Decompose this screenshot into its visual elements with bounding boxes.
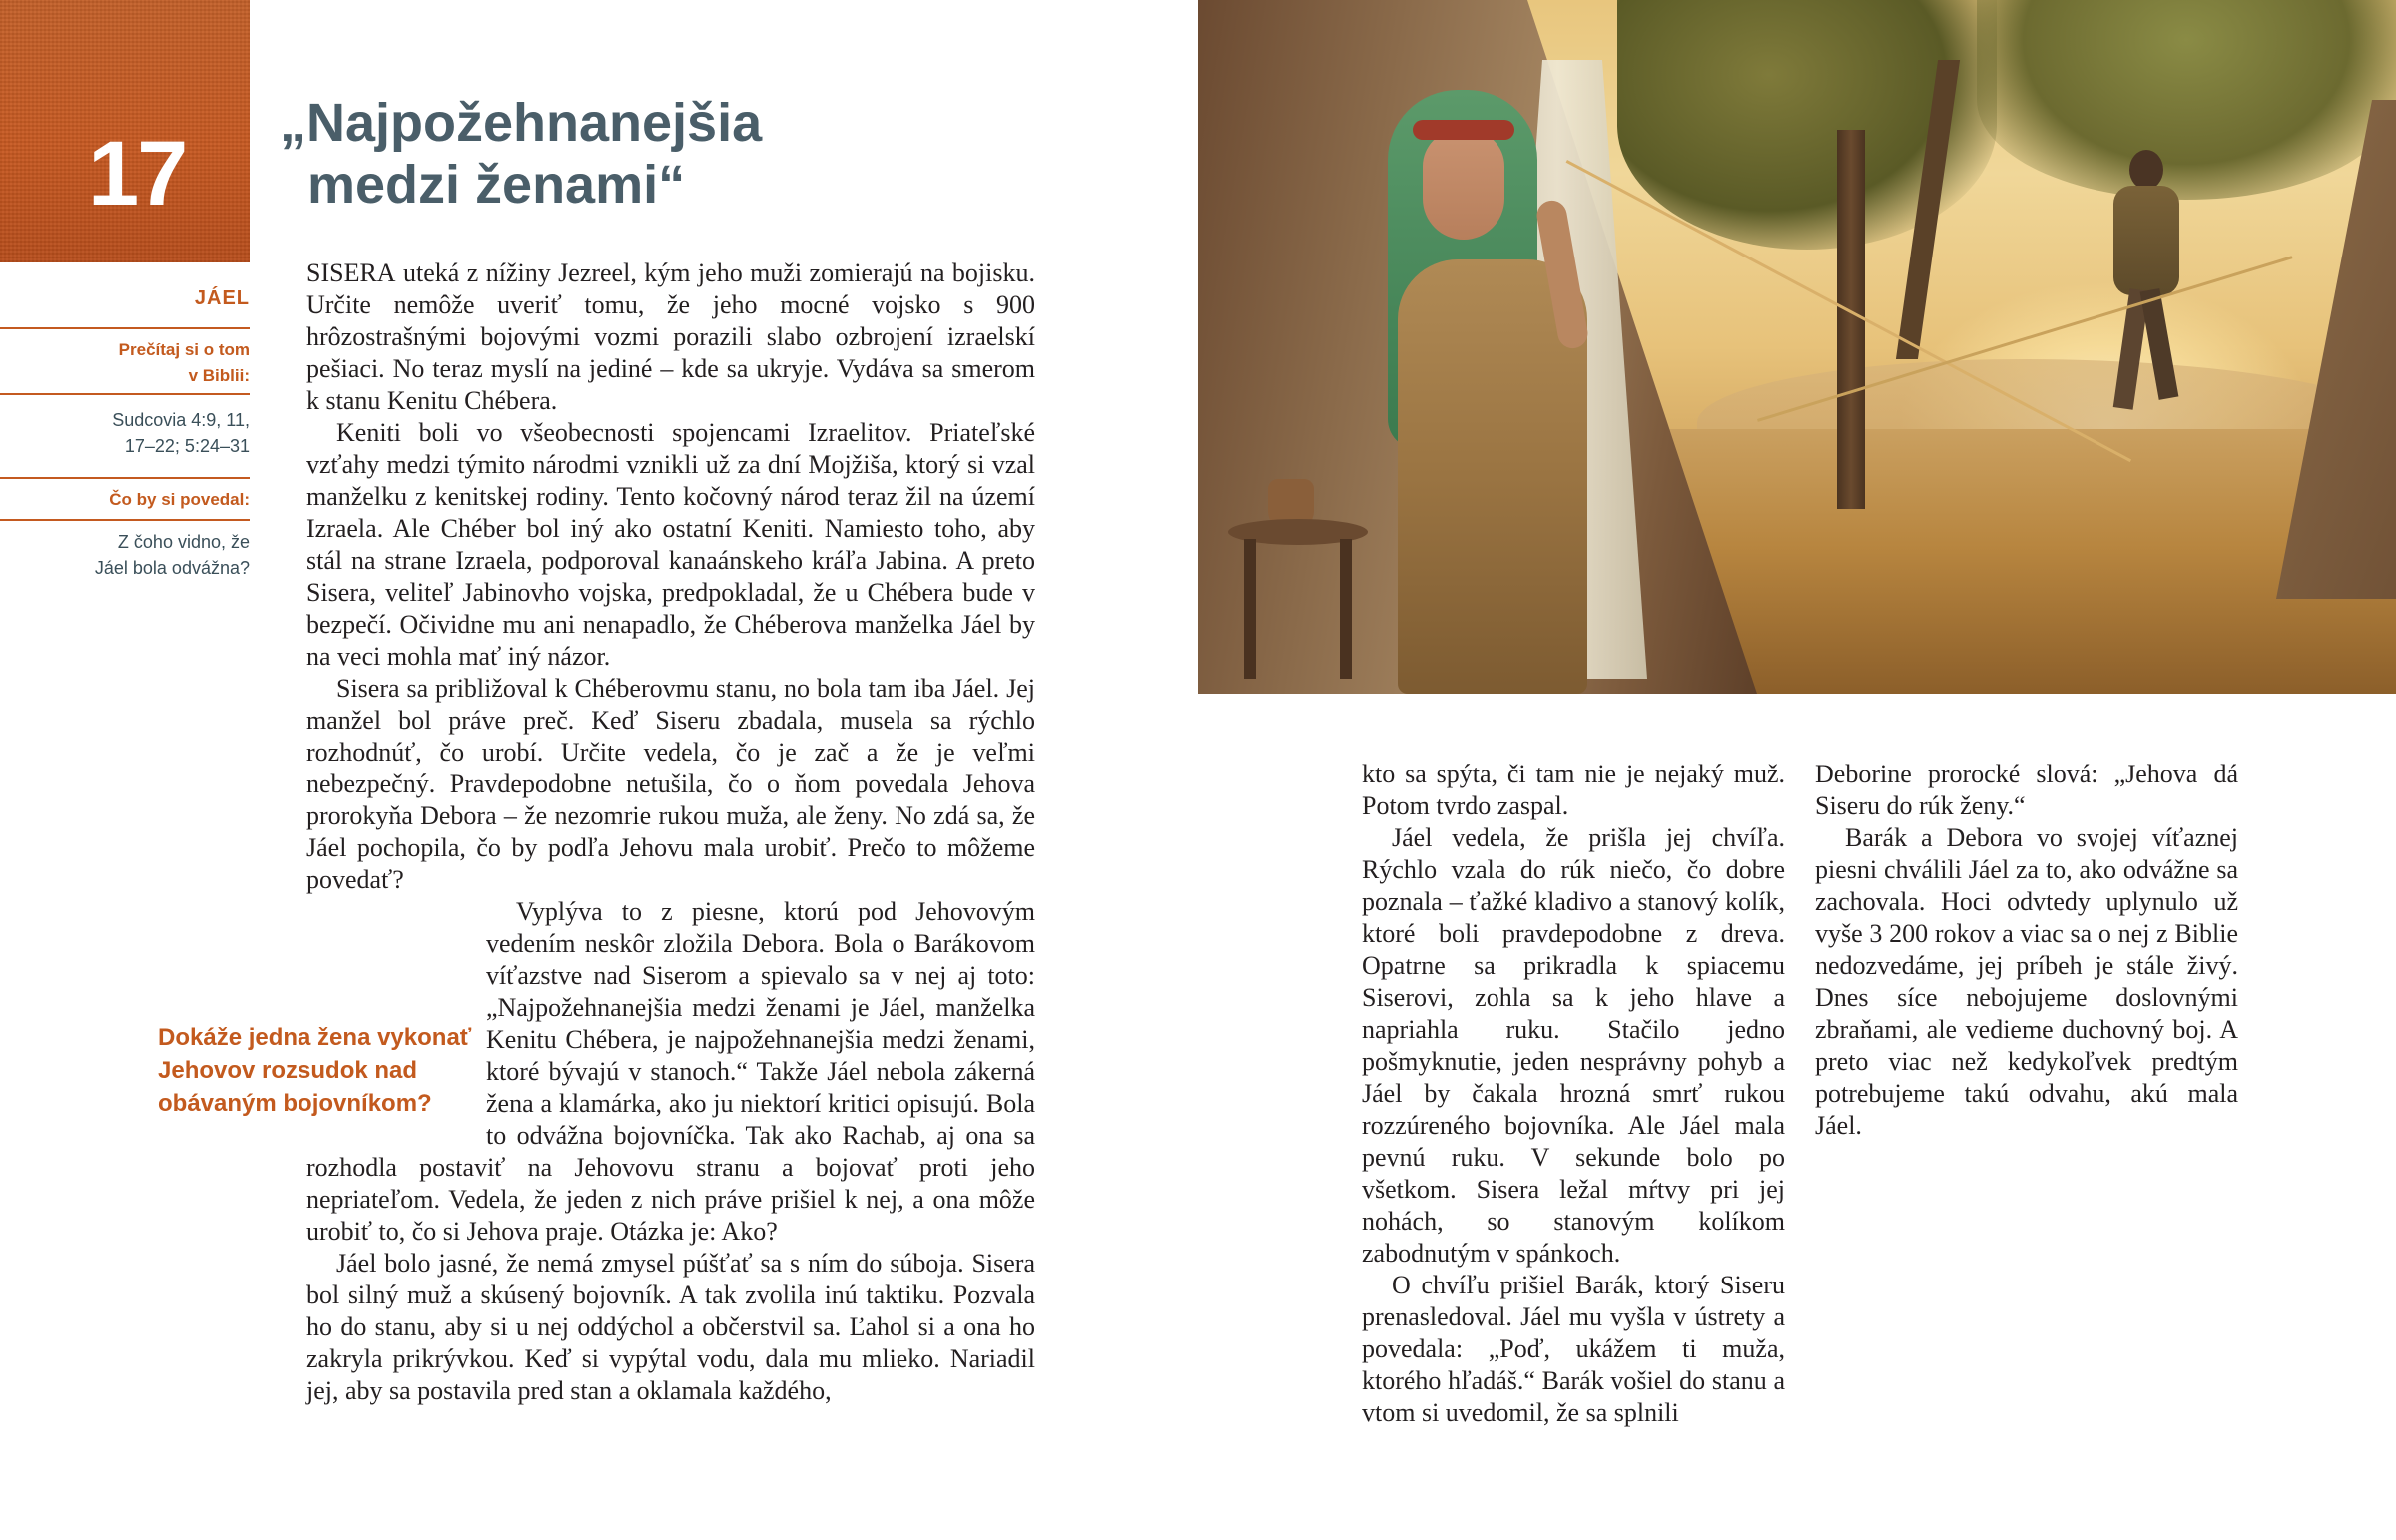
read-label-line-1: Prečítaj si o tom: [118, 340, 250, 359]
article-paragraph: Jáel vedela, že prišla jej chvíľa. Rýchlo vzala do rúk niečo, čo dobre poznala – ťažké kladivo a stanový kolík, ktoré boli pravdepodobne z dreva. Opatrne sa prikradla k spiacemu Siserovi, zohla sa k jeho hlave a napriahla ruku. Stačilo jedno pošmyknutie, jeden nesprávny pohyb a Jáel by čakala hrozná smrť rukou rozzúreného bojovníka. Ale Jáel mala pevnú ruku. V sekunde bolo po všetkom. Sisera ležal mŕtvy pri jej nohách, so stanovým kolíkom zabodnutým v spánkoch.: [1362, 823, 1785, 1268]
paragraph-text: Vyplýva to z piesne, ktorú pod Jehovovým vedením neskôr zložila Debora. Bola o Barákovom víťazstve nad Siserom a spievalo sa v nej aj toto: „Najpožehnanejšia medzi ženami je Jáel, manželka Kenitu Chébera, je najpožehnanejšia medzi ženami, ktoré bývajú v stanoch.“ Takže Jáel nebola zákerná žena a klamárka, ako ju niektorí kritici opisujú. Bola to odvážna bojovníčka. Tak ako Rachab, aj ona sa rozhodla postaviť na Jehovovu stranu a bojovať proti jeho nepriateľom. Vedela, že jeden z nich práve prišiel k nej, a ona môže urobiť to, čo si Jehova praje. Otázka je: Ako?: [306, 897, 1035, 1246]
drop-lead-word: SISERA: [306, 258, 396, 287]
title-line-1: „Najpožehnanejšia: [280, 93, 763, 153]
article-paragraph: Sisera sa približoval k Chéberovmu stanu, no bola tam iba Jáel. Jej manžel bol práve preč. Keď Siseru zbadala, musela sa rýchlo rozhodnúť, čo urobí. Určite vedela, čo je zač a že je veľmi nebezpečný. Pravdepodobne netušila, čo o ňom povedala Jehova prorokyňa Debora – že nezomrie rukou muža, ale ženy. No zdá sa, že Jáel pochopila, čo by podľa Jehovu mala urobiť. Prečo to môžeme povedať?: [306, 674, 1035, 894]
chapter-title: [280, 92, 762, 216]
article-column-2: [1362, 759, 1785, 1429]
jael-tent-illustration: [1198, 0, 2396, 694]
reference-line-1: Sudcovia 4:9, 11,: [112, 410, 250, 430]
paragraph-text: uteká z nížiny Jezreel, kým jeho muži zomierajú na bojisku. Určite nemôže uveriť tomu, že jeho mocné vojsko s 900 hrôzostrašnými bojovými vozmi porazili slabo ozbrojení izraelskí pešiaci. No teraz myslí na jediné – kde sa ukryje. Vydáva sa smerom k stanu Kenitu Chébera.: [306, 258, 1035, 415]
pull-quote-wrap-space: [306, 960, 486, 1150]
article-column-1: [306, 257, 1035, 1407]
article-paragraph: Deborine prorocké slová: „Jehova dá Siseru do rúk ženy.“: [1815, 760, 2238, 820]
article-paragraph: Keniti boli vo všeobecnosti spojencami Izraelitov. Priateľské vzťahy medzi týmito národmi vznikli už za dní Mojžiša, ktorý si vzal manželku z kenitskej rodiny. Tento kočovný národ teraz žil na území Izraela. Ale Chéber bol iný ako ostatní Keniti. Namiesto toho, aby stál na strane Izraela, podporoval kanaánskeho kráľa Jabina. A preto Sisera, veliteľ Jabinovho vojska, predpokladal, že u Chébera bude v bezpečí. Očividne mu ani nenapadlo, že Chéberova manželka Jáel by na veci mohla mať iný názor.: [306, 418, 1035, 671]
sisera-figure: [2101, 150, 2191, 409]
article-paragraph: Barák a Debora vo svojej víťaznej piesni chválili Jáel za to, ako odvážne sa zachovala. Hoci odvtedy uplynulo už vyše 3 200 rokov a viac sa o nej z Biblie nedozvedáme, jej príbeh je stále živý. Dnes síce nebojujeme doslovnými zbraňami, ale vedieme duchovný boj. A preto viac než kedykoľvek predtým potrebujeme takú odvahu, akú mala Jáel.: [1815, 823, 2238, 1140]
sidebar-question-label: [0, 479, 250, 519]
sidebar-read-label: [0, 329, 250, 393]
jael-figure: [1368, 90, 1587, 694]
read-label-line-2: v Biblii:: [188, 366, 250, 385]
question-line-1: Z čoho vidno, že: [117, 532, 250, 552]
chapter-number: 17: [88, 123, 187, 225]
sidebar-bible-reference: [0, 395, 250, 477]
stool-with-jar: [1228, 479, 1368, 679]
chapter-number-box: [0, 0, 250, 262]
article-column-3: [1815, 759, 2238, 1142]
pull-quote: Dokáže jedna žena vykonať Jehovov rozsudok nad obávaným bojovníkom?: [158, 1024, 472, 1117]
title-line-2: medzi ženami“: [307, 155, 686, 215]
sidebar-question: [0, 521, 250, 581]
reference-line-2: 17–22; 5:24–31: [124, 436, 250, 456]
article-paragraph: O chvíľu prišiel Barák, ktorý Siseru prenasledoval. Jáel mu vyšla v ústrety a povedala: „Poď, ukážem ti muža, ktorého hľadáš.“ Barák vošiel do stanu a vtom si uvedomil, že sa splnili: [1362, 1271, 1785, 1427]
article-paragraph: [306, 896, 1035, 1248]
question-label: Čo by si povedal:: [109, 490, 250, 509]
article-paragraph: [306, 257, 1035, 417]
question-line-2: Jáel bola odvážna?: [94, 558, 250, 578]
sidebar: [0, 262, 250, 581]
article-paragraph: Jáel bolo jasné, že nemá zmysel púšťať sa s ním do súboja. Sisera bol silný muž a skúsený bojovník. A tak zvolila inú taktiku. Pozvala ho do stanu, aby si u nej oddýchol a občerstvil sa. Ľahol si a ona ho zakryla prikrývkou. Keď si vypýtal vodu, dala mu mlieko. Nariadil jej, aby sa postavila pred stan a oklamala každého,: [306, 1249, 1035, 1405]
sidebar-person-name: JÁEL: [194, 287, 250, 309]
article-paragraph: kto sa spýta, či tam nie je nejaký muž. Potom tvrdo zaspal.: [1362, 760, 1785, 820]
